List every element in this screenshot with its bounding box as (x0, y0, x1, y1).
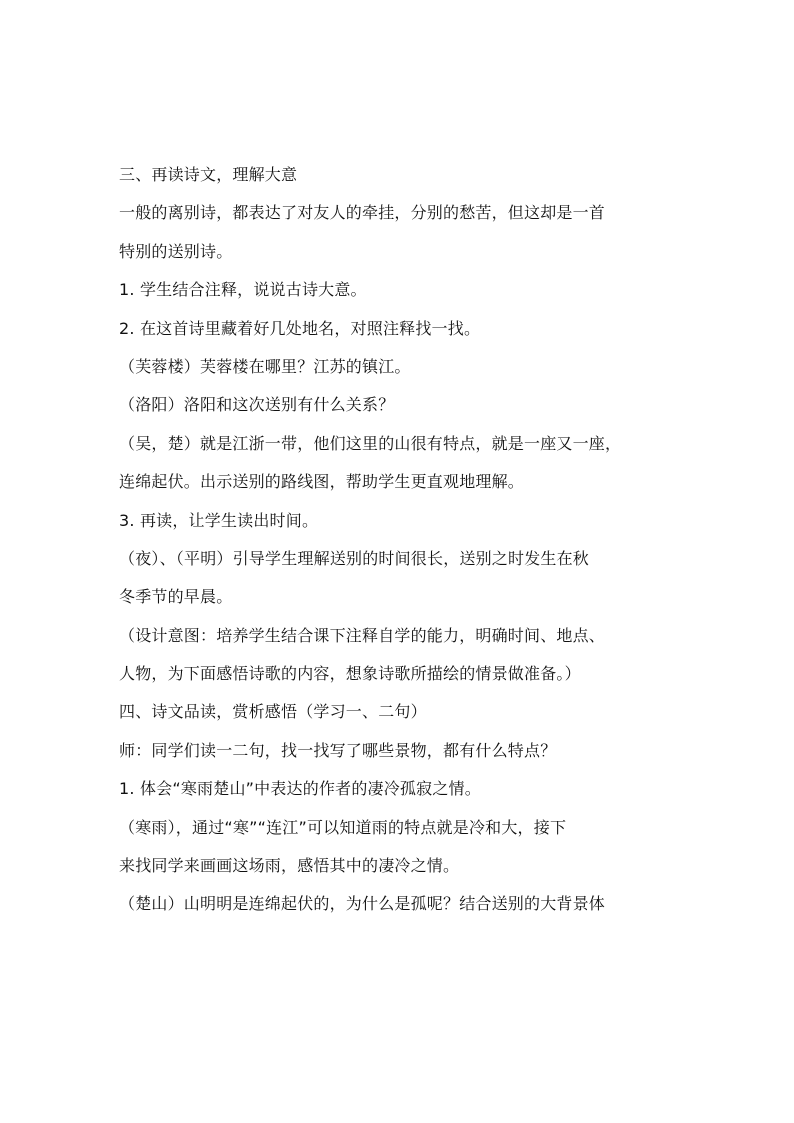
paragraph-line: 来找同学来画画这场雨，感悟其中的凄冷之情。 (119, 856, 460, 876)
paragraph-line: （吴，楚）就是江浙一带，他们这里的山很有特点，就是一座又一座， (119, 433, 622, 453)
numbered-item: 1. 学生结合注释，说说古诗大意。 (119, 280, 367, 300)
design-intent-line: （设计意图：培养学生结合课下注释自学的能力，明确时间、地点、 (119, 625, 606, 645)
section-heading-reread: 三、再读诗文，理解大意 (119, 165, 298, 184)
paragraph-line: 冬季节的早晨。 (119, 587, 233, 607)
teacher-prompt-line: 师：同学们读一二句，找一找写了哪些景物，都有什么特点？ (119, 740, 557, 760)
paragraph-line: 连绵起伏。出示送别的路线图，帮助学生更直观地理解。 (119, 472, 525, 492)
numbered-item: 2. 在这首诗里藏着好几处地名，对照注释找一找。 (119, 318, 481, 338)
paragraph-line: 一般的离别诗，都表达了对友人的牵挂，分别的愁苦，但这却是一首 (119, 203, 606, 223)
paragraph-line: （寒雨），通过“寒”“连江”可以知道雨的特点就是冷和大，接下 (119, 817, 567, 837)
numbered-item: 3. 再读，让学生读出时间。 (119, 510, 319, 530)
paragraph-line: 特别的送别诗。 (119, 241, 233, 261)
design-intent-line: 人物，为下面感悟诗歌的内容，想象诗歌所描绘的情景做准备。） (119, 664, 581, 684)
paragraph-line: （楚山）山明明是连绵起伏的，为什么是孤呢？结合送别的大背景体 (119, 894, 606, 914)
paragraph-line: （夜）、（平明）引导学生理解送别的时间很长，送别之时发生在秋 (119, 548, 590, 568)
paragraph-line: （洛阳）洛阳和这次送别有什么关系？ (119, 395, 395, 415)
document-body (119, 156, 689, 924)
paragraph-line: （芙蓉楼）芙蓉楼在哪里？江苏的镇江。 (119, 356, 411, 376)
section-heading-appreciation: 四、诗文品读，赏析感悟（学习一、二句） (119, 702, 427, 722)
numbered-item: 1. 体会“寒雨楚山”中表达的作者的凄冷孤寂之情。 (119, 779, 481, 799)
